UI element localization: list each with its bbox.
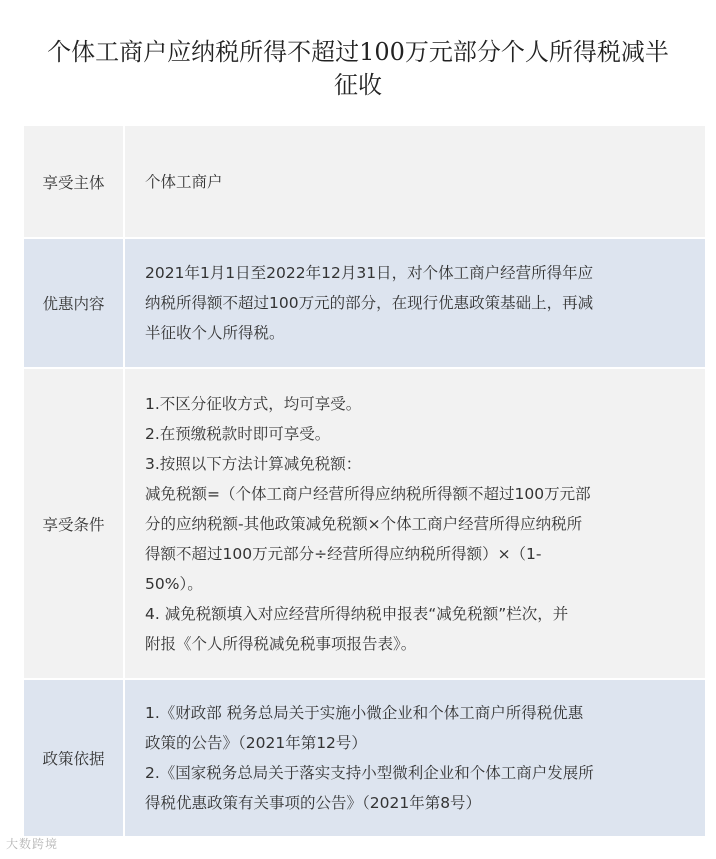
content-line: 1.不区分征收方式，均可享受。 (145, 394, 362, 413)
content-line: 2.在预缴税款时即可享受。 (145, 424, 331, 443)
row-label: 享受条件 (24, 369, 125, 678)
row-content (125, 126, 705, 237)
row-content (125, 369, 705, 678)
policy-table (24, 126, 705, 838)
row-content (125, 239, 705, 367)
title-line-1: 个体工商户应纳税所得不超过100万元部分个人所得税减半 (47, 38, 669, 66)
row-label: 政策依据 (24, 680, 125, 836)
table-row-subject (24, 126, 705, 239)
page-title (0, 36, 716, 102)
row-label: 享受主体 (24, 126, 125, 237)
row-label: 优惠内容 (24, 239, 125, 367)
content-line: 2021年1月1日至2022年12月31日，对个体工商户经营所得年应 (145, 264, 594, 282)
content-line: 2.《国家税务总局关于落实支持小型微利企业和个体工商户发展所 (145, 764, 594, 782)
title-line-2: 征收 (334, 71, 382, 99)
content-line: 半征收个人所得税。 (145, 324, 285, 342)
row-content (125, 680, 705, 836)
table-row-basis (24, 680, 705, 838)
watermark: 大数跨境 (6, 837, 59, 851)
content-line: 得额不超过100万元部分÷经营所得应纳税所得额）×（1- (145, 544, 542, 563)
content-line: 3.按照以下方法计算减免税额： (145, 454, 362, 473)
content-line: 附报《个人所得税减免税事项报告表》。 (145, 634, 417, 653)
content-line: 4. 减免税额填入对应经营所得纳税申报表“减免税额”栏次，并 (145, 604, 569, 623)
content-line: 1.《财政部 税务总局关于实施小微企业和个体工商户所得税优惠 (145, 704, 584, 722)
content-line: 个体工商户 (145, 172, 223, 191)
content-line: 政策的公告》（2021年第12号） (145, 734, 367, 752)
table-row-benefit (24, 239, 705, 369)
content-line: 纳税所得额不超过100万元的部分，在现行优惠政策基础上，再减 (145, 294, 594, 312)
content-line: 50%）。 (145, 574, 203, 593)
content-line: 得税优惠政策有关事项的公告》（2021年第8号） (145, 794, 482, 812)
content-line: 分的应纳税额-其他政策减免税额×个体工商户经营所得应纳税所 (145, 514, 583, 533)
table-row-conditions (24, 369, 705, 680)
content-line: 减免税额=（个体工商户经营所得应纳税所得额不超过100万元部 (145, 484, 591, 503)
